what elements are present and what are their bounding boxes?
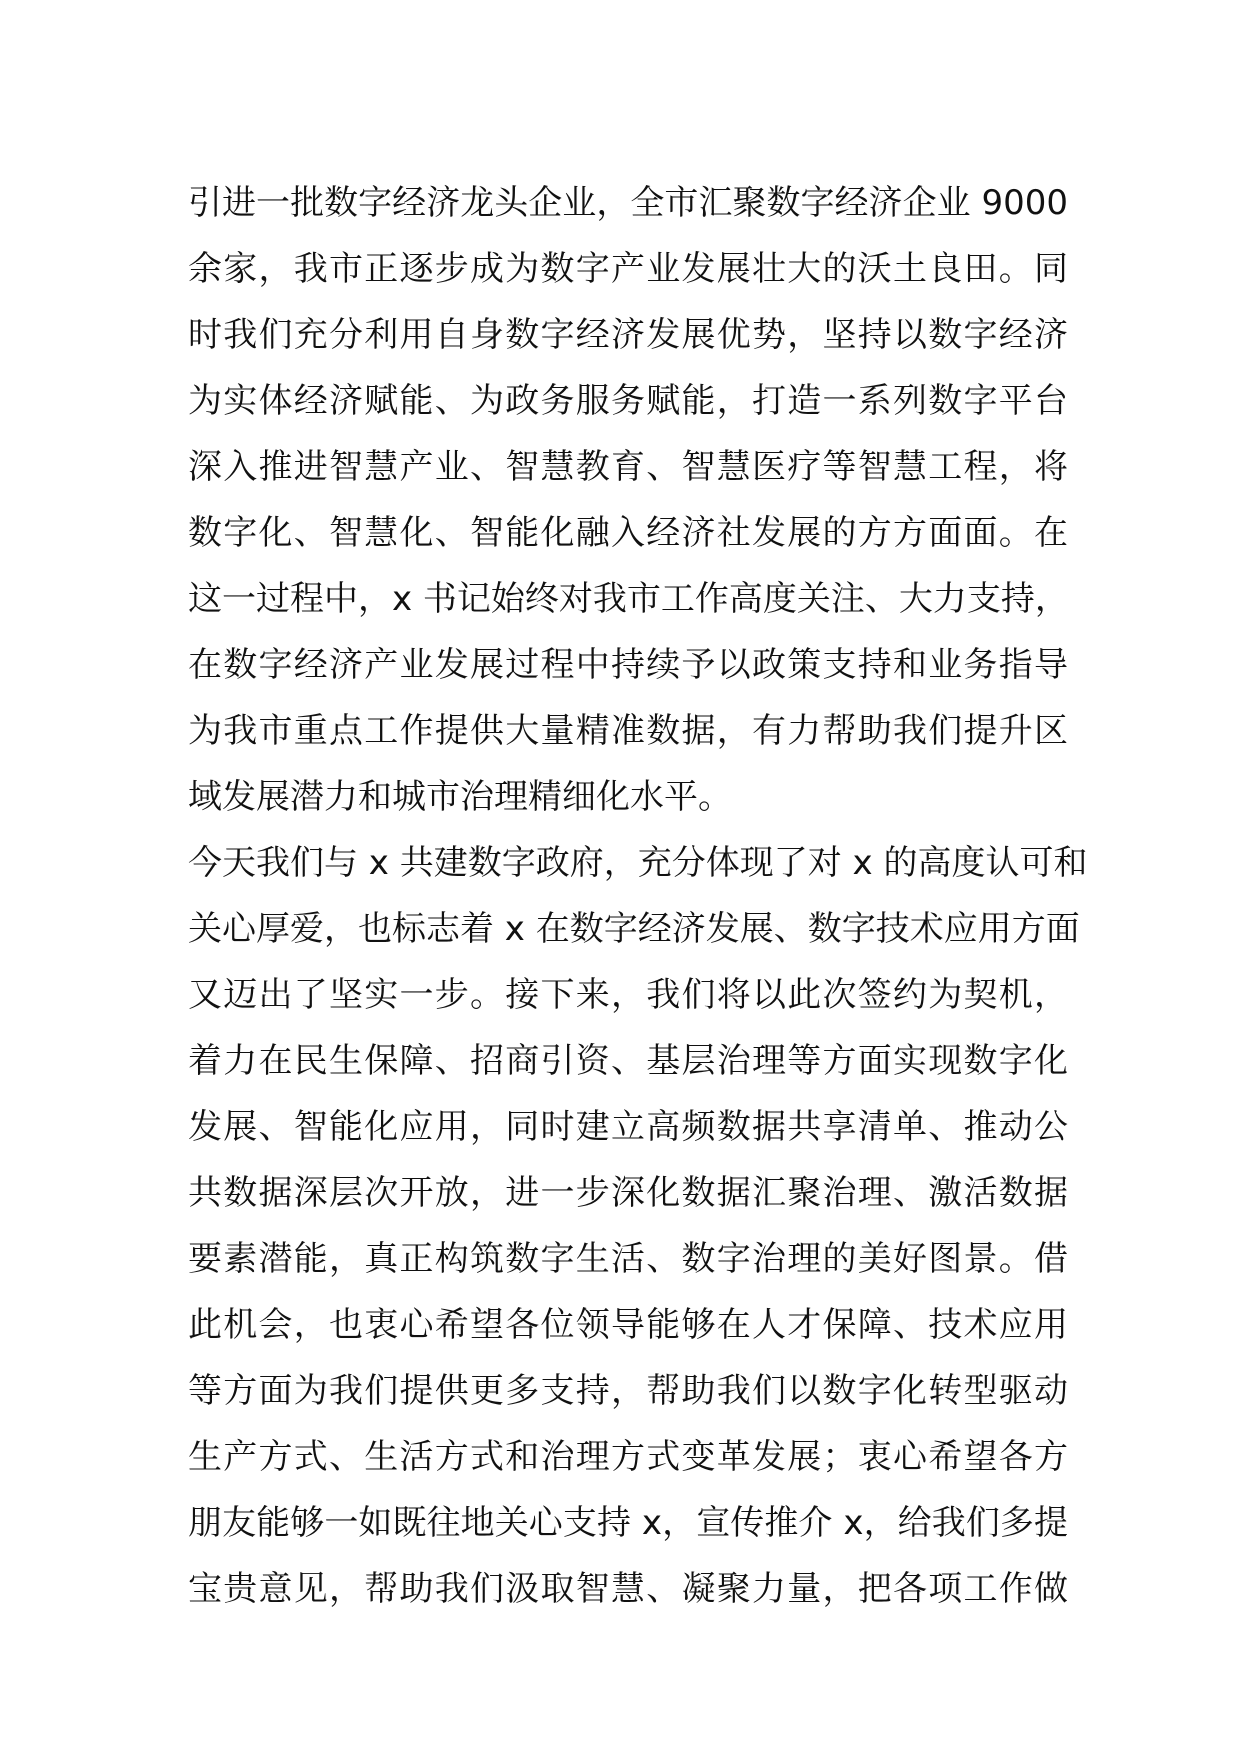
text-line: 要素潜能，真正构筑数字生活、数字治理的美好图景。借 [188, 1239, 1068, 1279]
text-line: 朋友能够一如既往地关心支持 x，宣传推介 x，给我们多提 [188, 1503, 1068, 1543]
text-line: 发展、智能化应用，同时建立高频数据共享清单、推动公 [188, 1107, 1068, 1147]
text-line: 域发展潜力和城市治理精细化水平。 [188, 777, 732, 817]
text-line: 为实体经济赋能、为政务服务赋能，打造一系列数字平台 [188, 381, 1068, 421]
text-line: 着力在民生保障、招商引资、基层治理等方面实现数字化 [188, 1041, 1068, 1081]
text-line: 又迈出了坚实一步。接下来，我们将以此次签约为契机， [188, 975, 1068, 1015]
body-text [188, 170, 1088, 1622]
text-line: 此机会，也衷心希望各位领导能够在人才保障、技术应用 [188, 1305, 1068, 1345]
text-line: 在数字经济产业发展过程中持续予以政策支持和业务指导 [188, 645, 1068, 685]
text-line: 数字化、智慧化、智能化融入经济社发展的方方面面。在 [188, 513, 1068, 553]
text-line: 共数据深层次开放，进一步深化数据汇聚治理、激活数据 [188, 1173, 1068, 1213]
text-line: 这一过程中，x 书记始终对我市工作高度关注、大力支持， [188, 579, 1069, 619]
text-line: 时我们充分利用自身数字经济发展优势，坚持以数字经济 [188, 315, 1068, 355]
text-line: 等方面为我们提供更多支持，帮助我们以数字化转型驱动 [188, 1371, 1068, 1411]
text-line: 为我市重点工作提供大量精准数据，有力帮助我们提升区 [188, 711, 1068, 751]
text-line: 余家，我市正逐步成为数字产业发展壮大的沃土良田。同 [188, 249, 1068, 289]
text-line: 深入推进智慧产业、智慧教育、智慧医疗等智慧工程，将 [188, 447, 1068, 487]
text-line: 关心厚爱，也标志着 x 在数字经济发展、数字技术应用方面 [188, 909, 1080, 949]
text-line: 宝贵意见，帮助我们汲取智慧、凝聚力量，把各项工作做 [188, 1569, 1068, 1609]
text-line: 引进一批数字经济龙头企业，全市汇聚数字经济企业 9000 [188, 183, 1068, 223]
text-line: 今天我们与 x 共建数字政府，充分体现了对 x 的高度认可和 [188, 843, 1088, 883]
text-line: 生产方式、生活方式和治理方式变革发展；衷心希望各方 [188, 1437, 1068, 1477]
